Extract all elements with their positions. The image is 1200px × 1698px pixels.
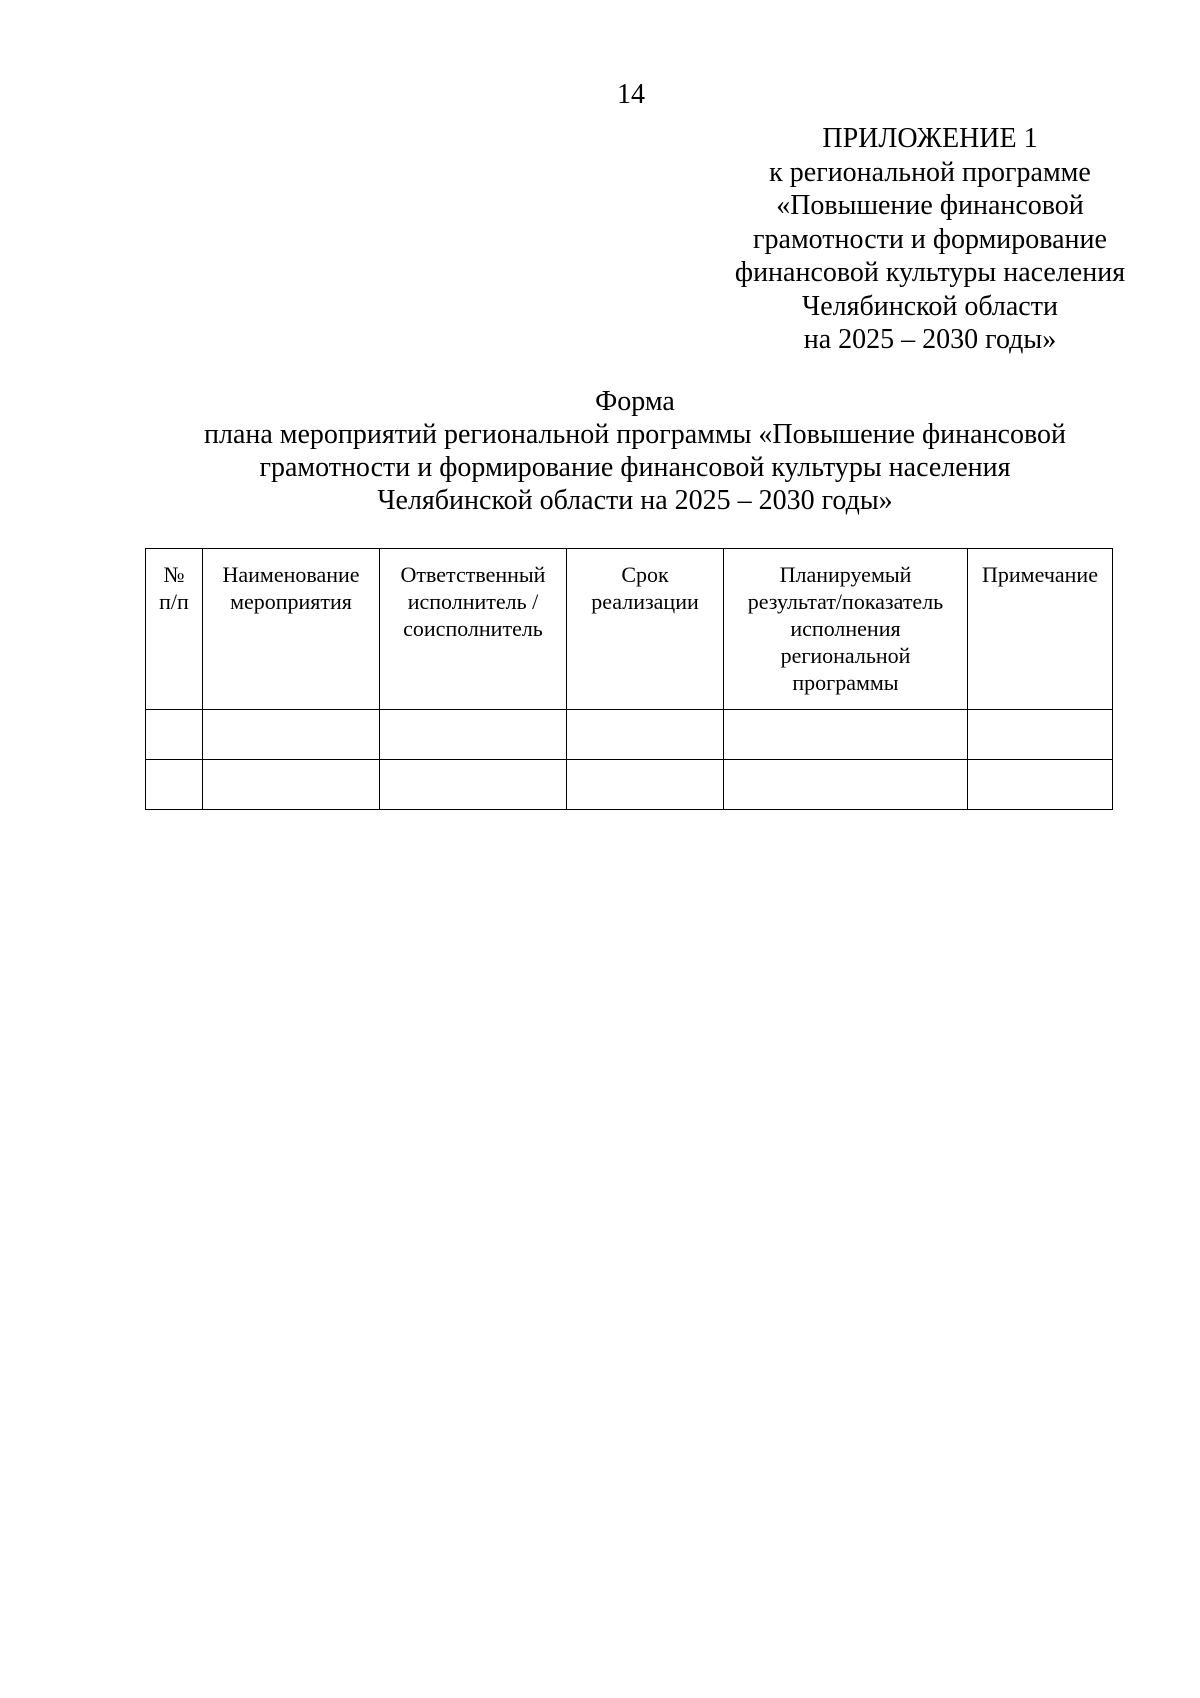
table-cell xyxy=(146,760,203,810)
events-plan-table xyxy=(145,548,1113,810)
table-row xyxy=(146,710,1113,760)
table-cell xyxy=(724,710,968,760)
table-cell xyxy=(724,760,968,810)
appendix-line: финансовой культуры населения xyxy=(734,257,1126,288)
form-heading: Форма xyxy=(595,386,675,417)
table-cell xyxy=(203,710,380,760)
appendix-line: к региональной программе xyxy=(769,156,1091,188)
header-cell-note: Примечание xyxy=(968,549,1113,710)
form-title xyxy=(140,385,1130,517)
appendix-title: ПРИЛОЖЕНИЕ 1 xyxy=(822,123,1038,154)
form-title-line: плана мероприятий региональной программы «Повышение финансовой xyxy=(203,419,1066,450)
page-number: 14 xyxy=(617,79,645,110)
header-cell-deadline: Срок реализации xyxy=(567,549,724,710)
appendix-line: грамотности и формирование xyxy=(753,223,1107,255)
form-title-line: Челябинской области на 2025 – 2030 годы» xyxy=(377,485,893,516)
header-cell-responsible: Ответственный исполнитель / соисполнитель xyxy=(380,549,567,710)
appendix-block xyxy=(700,122,1160,357)
header-cell-event-name: Наименование мероприятия xyxy=(203,549,380,710)
table-cell xyxy=(146,710,203,760)
appendix-line: «Повышение финансовой xyxy=(776,190,1084,221)
table-cell xyxy=(380,760,567,810)
table-cell xyxy=(380,710,567,760)
table-cell xyxy=(567,760,724,810)
header-cell-planned-result: Планируемый результат/показатель исполнения региональной программы xyxy=(724,549,968,710)
appendix-line: Челябинской области xyxy=(802,290,1058,322)
table-cell xyxy=(968,760,1113,810)
table-header-row xyxy=(146,549,1113,710)
table-cell xyxy=(968,710,1113,760)
appendix-line: на 2025 – 2030 годы» xyxy=(803,324,1057,355)
table-row xyxy=(146,760,1113,810)
form-title-line: грамотности и формирование финансовой культуры населения xyxy=(259,452,1011,483)
table-cell xyxy=(567,710,724,760)
table-cell xyxy=(203,760,380,810)
header-cell-number: № п/п xyxy=(146,549,203,710)
